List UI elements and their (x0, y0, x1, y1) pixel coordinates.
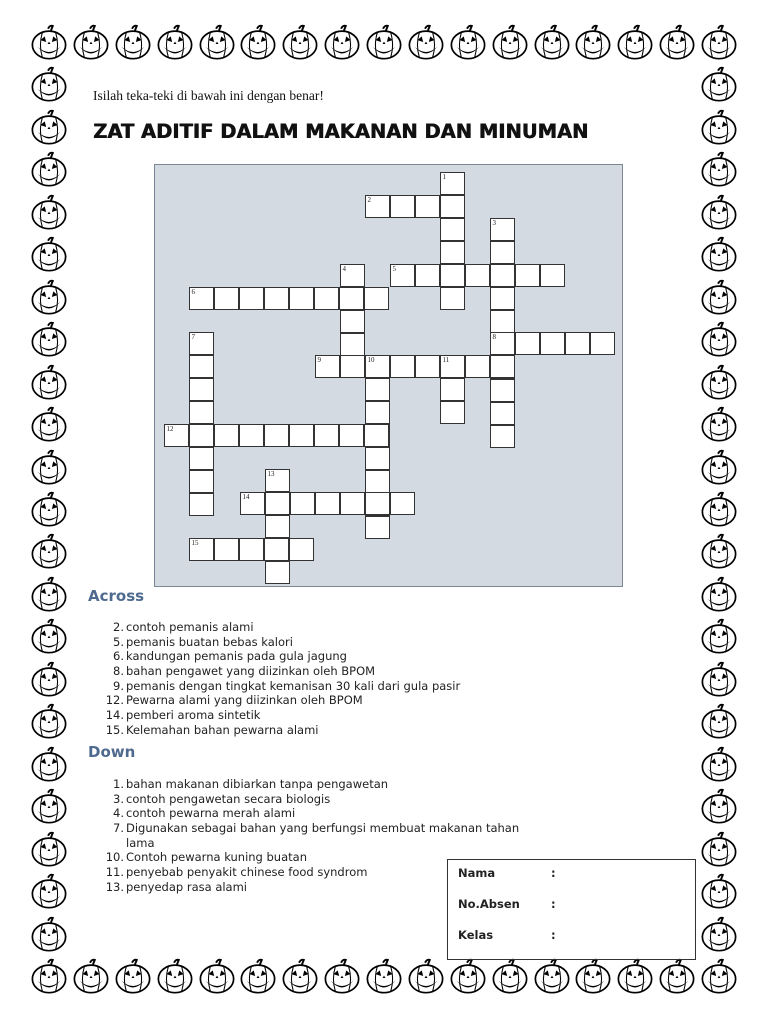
crossword-cell[interactable] (189, 401, 214, 424)
jack-o-lantern-icon (700, 151, 738, 189)
name-label: Nama (458, 866, 496, 880)
jack-o-lantern-icon (30, 661, 68, 699)
kelas-label: Kelas (458, 928, 494, 942)
crossword-cell[interactable] (289, 538, 314, 561)
crossword-cell[interactable] (490, 264, 515, 287)
jack-o-lantern-icon (700, 406, 738, 444)
jack-o-lantern-icon (30, 958, 68, 996)
crossword-cell[interactable] (189, 378, 214, 401)
crossword-cell[interactable] (365, 378, 390, 401)
absen-label: No.Absen (458, 897, 520, 911)
crossword-cell[interactable] (189, 493, 214, 516)
jack-o-lantern-icon (323, 958, 361, 996)
jack-o-lantern-icon (616, 958, 654, 996)
clue-number: 3 (492, 218, 496, 227)
crossword-cell[interactable] (490, 379, 515, 402)
list-item: 13. penyedap rasa alami (105, 879, 248, 894)
crossword-cell[interactable] (189, 287, 214, 310)
crossword-cell[interactable] (364, 287, 389, 310)
crossword-cell[interactable] (390, 492, 415, 515)
crossword-cell[interactable] (415, 264, 440, 287)
jack-o-lantern-icon (491, 24, 529, 62)
jack-o-lantern-icon (700, 109, 738, 147)
clue-number: 13 (267, 469, 275, 478)
crossword-cell[interactable] (465, 264, 490, 287)
jack-o-lantern-icon (700, 958, 738, 996)
jack-o-lantern-icon (700, 194, 738, 232)
clue-number: 8 (492, 332, 496, 341)
clue-number: 1 (442, 172, 446, 181)
crossword-cell[interactable] (365, 195, 390, 218)
crossword-cell[interactable] (340, 333, 365, 356)
jack-o-lantern-icon (449, 24, 487, 62)
crossword-cell[interactable] (214, 538, 239, 561)
jack-o-lantern-icon (700, 873, 738, 911)
crossword-cell[interactable] (289, 287, 314, 310)
crossword-cell[interactable] (390, 195, 415, 218)
jack-o-lantern-icon (30, 321, 68, 359)
jack-o-lantern-icon (114, 24, 152, 62)
jack-o-lantern-icon (700, 661, 738, 699)
crossword-cell[interactable] (340, 492, 365, 515)
crossword-cell[interactable] (264, 287, 289, 310)
crossword-cell[interactable] (515, 264, 540, 287)
crossword-cell[interactable] (415, 195, 440, 218)
jack-o-lantern-icon (700, 533, 738, 571)
jack-o-lantern-icon (700, 916, 738, 954)
jack-o-lantern-icon (30, 24, 68, 62)
jack-o-lantern-icon (281, 24, 319, 62)
jack-o-lantern-icon (700, 618, 738, 656)
crossword-cell[interactable] (365, 492, 390, 515)
crossword-cell[interactable] (440, 401, 465, 424)
crossword-cell[interactable] (490, 355, 515, 378)
jack-o-lantern-icon (449, 958, 487, 996)
jack-o-lantern-icon (700, 576, 738, 614)
list-item: 10. Contoh pewarna kuning buatan (105, 850, 307, 865)
crossword-cell[interactable] (440, 172, 465, 195)
crossword-cell[interactable] (189, 538, 214, 561)
list-item: 12. Pewarna alami yang diizinkan oleh BPOM (105, 693, 363, 708)
jack-o-lantern-icon (658, 24, 696, 62)
clue-number: 14 (242, 492, 250, 501)
jack-o-lantern-icon (30, 703, 68, 741)
jack-o-lantern-icon (700, 491, 738, 529)
crossword-cell[interactable] (265, 515, 290, 538)
crossword-cell[interactable] (540, 264, 565, 287)
crossword-cell[interactable] (490, 402, 515, 425)
list-item: 8. bahan pengawet yang diizinkan oleh BPOM (113, 664, 376, 679)
jack-o-lantern-icon (700, 279, 738, 317)
jack-o-lantern-icon (30, 831, 68, 869)
crossword-cell[interactable] (515, 332, 540, 355)
kelas-field[interactable]: : (551, 928, 556, 942)
jack-o-lantern-icon (574, 958, 612, 996)
crossword-cell[interactable] (340, 355, 365, 378)
jack-o-lantern-icon (30, 151, 68, 189)
worksheet-title: ZAT ADITIF DALAM MAKANAN DAN MINUMAN (93, 120, 589, 143)
crossword-cell[interactable] (365, 355, 390, 378)
across-clue-list (98, 620, 460, 738)
clue-number: 11 (442, 355, 450, 364)
crossword-cell[interactable] (214, 287, 239, 310)
across-heading: Across (88, 587, 145, 605)
crossword-cell[interactable] (465, 355, 490, 378)
crossword-cell[interactable] (365, 401, 390, 424)
jack-o-lantern-icon (72, 958, 110, 996)
jack-o-lantern-icon (30, 66, 68, 104)
jack-o-lantern-icon (365, 958, 403, 996)
down-heading: Down (88, 743, 136, 761)
jack-o-lantern-icon (281, 958, 319, 996)
crossword-cell[interactable] (240, 492, 265, 515)
crossword-cell[interactable] (264, 538, 289, 561)
jack-o-lantern-icon (30, 533, 68, 571)
jack-o-lantern-icon (658, 958, 696, 996)
crossword-cell[interactable] (440, 378, 465, 401)
crossword-cell[interactable] (490, 218, 515, 241)
crossword-cell[interactable] (415, 355, 440, 378)
crossword-cell[interactable] (365, 470, 390, 493)
crossword-cell[interactable] (540, 332, 565, 355)
crossword-cell[interactable] (490, 241, 515, 264)
jack-o-lantern-icon (533, 958, 571, 996)
jack-o-lantern-icon (574, 24, 612, 62)
jack-o-lantern-icon (30, 279, 68, 317)
jack-o-lantern-icon (30, 236, 68, 274)
crossword-cell[interactable] (265, 561, 290, 584)
jack-o-lantern-icon (365, 24, 403, 62)
jack-o-lantern-icon (491, 958, 529, 996)
jack-o-lantern-icon (72, 24, 110, 62)
jack-o-lantern-icon (616, 24, 654, 62)
crossword-cell[interactable] (314, 287, 339, 310)
crossword-cell[interactable] (440, 264, 465, 287)
crossword-cell[interactable] (214, 424, 239, 447)
crossword-cell[interactable] (490, 287, 515, 310)
instruction-text: Isilah teka-teki di bawah ini dengan benar! (93, 88, 324, 103)
crossword-cell[interactable] (315, 492, 340, 515)
list-item: 6. kandungan pemanis pada gula jagung (113, 649, 347, 664)
crossword-cell[interactable] (590, 332, 615, 355)
jack-o-lantern-icon (700, 831, 738, 869)
crossword-cell[interactable] (189, 332, 214, 355)
list-item: 11. penyebab penyakit chinese food syndrom (105, 864, 368, 879)
list-item: 7. Digunakan sebagai bahan yang berfungsi membuat makanan tahan lama (113, 821, 520, 850)
jack-o-lantern-icon (30, 491, 68, 529)
jack-o-lantern-icon (198, 24, 236, 62)
jack-o-lantern-icon (30, 109, 68, 147)
list-item: 4. contoh pewarna merah alami (113, 806, 296, 821)
crossword-cell[interactable] (390, 355, 415, 378)
student-info-box (447, 859, 696, 960)
crossword-cell[interactable] (189, 355, 214, 378)
crossword-cell[interactable] (189, 447, 214, 470)
crossword-cell[interactable] (365, 447, 390, 470)
crossword-cell[interactable] (239, 538, 264, 561)
crossword-cell[interactable] (239, 424, 264, 447)
clue-number: 15 (191, 538, 199, 547)
crossword-cell[interactable] (490, 332, 515, 355)
jack-o-lantern-icon (156, 24, 194, 62)
crossword-cell[interactable] (265, 492, 290, 515)
clue-number: 10 (367, 355, 375, 364)
jack-o-lantern-icon (198, 958, 236, 996)
crossword-cell[interactable] (490, 425, 515, 448)
crossword-cell[interactable] (340, 264, 365, 287)
jack-o-lantern-icon (30, 364, 68, 402)
crossword-cell[interactable] (339, 424, 364, 447)
crossword-cell[interactable] (164, 424, 189, 447)
jack-o-lantern-icon (700, 364, 738, 402)
jack-o-lantern-icon (30, 449, 68, 487)
jack-o-lantern-icon (30, 194, 68, 232)
jack-o-lantern-icon (30, 406, 68, 444)
crossword-cell[interactable] (440, 218, 465, 241)
absen-field[interactable]: : (551, 897, 556, 911)
jack-o-lantern-icon (30, 788, 68, 826)
jack-o-lantern-icon (700, 449, 738, 487)
clue-number: 9 (317, 355, 321, 364)
jack-o-lantern-icon (407, 24, 445, 62)
jack-o-lantern-icon (407, 958, 445, 996)
crossword-cell[interactable] (565, 332, 590, 355)
list-item: 2. contoh pemanis alami (113, 620, 254, 634)
list-item: 15. Kelemahan bahan pewarna alami (105, 722, 319, 737)
crossword-cell[interactable] (315, 355, 340, 378)
jack-o-lantern-icon (323, 24, 361, 62)
crossword-cell[interactable] (340, 310, 365, 333)
jack-o-lantern-icon (700, 236, 738, 274)
jack-o-lantern-icon (239, 958, 277, 996)
crossword-cell[interactable] (264, 424, 289, 447)
jack-o-lantern-icon (700, 788, 738, 826)
list-item: 9. pemanis dengan tingkat kemanisan 30 kali dari gula pasir (113, 678, 461, 693)
crossword-grid (154, 164, 623, 587)
clue-number: 4 (342, 264, 346, 273)
crossword-cell[interactable] (440, 355, 465, 378)
crossword-cell[interactable] (289, 424, 314, 447)
crossword-cell[interactable] (440, 287, 465, 310)
jack-o-lantern-icon (533, 24, 571, 62)
crossword-cell[interactable] (440, 195, 465, 218)
jack-o-lantern-icon (30, 618, 68, 656)
clue-number: 2 (367, 195, 371, 204)
crossword-cell[interactable] (364, 424, 389, 447)
crossword-cell[interactable] (290, 492, 315, 515)
jack-o-lantern-icon (30, 746, 68, 784)
crossword-cell[interactable] (390, 264, 415, 287)
jack-o-lantern-icon (700, 703, 738, 741)
list-item: 1. bahan makanan dibiarkan tanpa pengawetan (113, 777, 389, 791)
clue-number: 12 (166, 424, 174, 433)
crossword-cell[interactable] (239, 287, 264, 310)
clue-number: 6 (191, 287, 195, 296)
jack-o-lantern-icon (700, 66, 738, 104)
jack-o-lantern-icon (700, 321, 738, 359)
jack-o-lantern-icon (239, 24, 277, 62)
crossword-cell[interactable] (189, 470, 214, 493)
crossword-cell[interactable] (314, 424, 339, 447)
jack-o-lantern-icon (30, 916, 68, 954)
jack-o-lantern-icon (30, 576, 68, 614)
jack-o-lantern-icon (700, 24, 738, 62)
name-field[interactable]: : (551, 866, 556, 880)
jack-o-lantern-icon (30, 873, 68, 911)
clue-number: 5 (392, 264, 396, 273)
crossword-cell[interactable] (189, 424, 214, 447)
crossword-cell[interactable] (265, 469, 290, 492)
jack-o-lantern-icon (700, 746, 738, 784)
list-item: 3. contoh pengawetan secara biologis (113, 791, 331, 806)
crossword-cell[interactable] (440, 241, 465, 264)
crossword-cell[interactable] (339, 287, 364, 310)
list-item: 5. pemanis buatan bebas kalori (113, 634, 293, 649)
crossword-cell[interactable] (490, 310, 515, 333)
clue-number: 7 (191, 332, 195, 341)
list-item: 14. pemberi aroma sintetik (105, 708, 261, 723)
jack-o-lantern-icon (114, 958, 152, 996)
crossword-cell[interactable] (365, 516, 390, 539)
jack-o-lantern-icon (156, 958, 194, 996)
